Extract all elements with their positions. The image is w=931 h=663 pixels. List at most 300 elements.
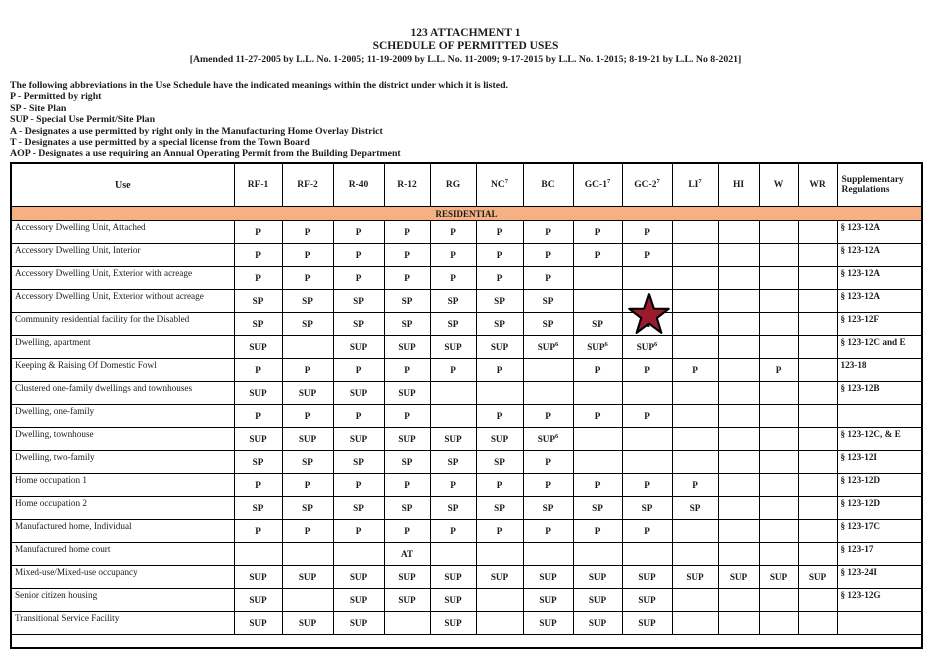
district-value-cell bbox=[672, 382, 718, 405]
district-value-cell: SP bbox=[333, 497, 384, 520]
table-row bbox=[11, 589, 922, 612]
district-value-cell bbox=[573, 428, 622, 451]
table-row bbox=[11, 566, 922, 589]
district-value-cell: P bbox=[282, 474, 333, 497]
district-value-cell bbox=[430, 405, 476, 428]
abbreviation-line: P - Permitted by right bbox=[10, 91, 102, 103]
use-cell: Manufactured home court bbox=[11, 543, 234, 566]
district-value-cell: SP bbox=[282, 313, 333, 336]
column-header-r-12: R-12 bbox=[384, 163, 430, 207]
district-value-cell bbox=[573, 267, 622, 290]
district-value-cell: SUP bbox=[430, 612, 476, 635]
district-value-cell bbox=[718, 612, 759, 635]
district-value-cell: P bbox=[476, 221, 523, 244]
district-value-cell: P bbox=[234, 520, 282, 543]
district-value-cell: SUP bbox=[234, 382, 282, 405]
district-value-cell bbox=[759, 382, 798, 405]
district-value-cell: P bbox=[430, 359, 476, 382]
district-value-cell: P bbox=[430, 221, 476, 244]
column-header-rf-2: RF-2 bbox=[282, 163, 333, 207]
column-header-supplementary-regulations: Supplementary Regulations bbox=[837, 163, 922, 207]
district-value-cell bbox=[759, 221, 798, 244]
table-row bbox=[11, 497, 922, 520]
district-value-cell: SP bbox=[573, 497, 622, 520]
district-value-cell: SUP bbox=[333, 589, 384, 612]
supp-reg-cell bbox=[837, 612, 922, 635]
district-value-cell: SUP bbox=[384, 566, 430, 589]
table-row bbox=[11, 336, 922, 359]
supp-reg-cell: § 123-17 bbox=[837, 543, 922, 566]
page-subtitle: SCHEDULE OF PERMITTED USES bbox=[372, 40, 559, 52]
district-value-cell: SUP bbox=[759, 566, 798, 589]
district-value-cell: P bbox=[523, 244, 573, 267]
column-header-gc-2: $GC-2^7$ bbox=[622, 163, 672, 207]
use-cell: Keeping & Raising Of Domestic Fowl bbox=[11, 359, 234, 382]
district-value-cell bbox=[234, 543, 282, 566]
district-value-cell: SUP bbox=[798, 566, 837, 589]
district-value-cell bbox=[672, 520, 718, 543]
column-header-hi: HI bbox=[718, 163, 759, 207]
district-value-cell: SUP$^6$ bbox=[523, 428, 573, 451]
district-value-cell bbox=[430, 382, 476, 405]
district-value-cell bbox=[573, 451, 622, 474]
district-value-cell bbox=[476, 543, 523, 566]
district-value-cell: SP bbox=[234, 313, 282, 336]
district-value-cell bbox=[798, 382, 837, 405]
table-row bbox=[11, 543, 922, 566]
supp-reg-cell: § 123-12G bbox=[837, 589, 922, 612]
abbreviations-block bbox=[10, 80, 931, 160]
district-value-cell: P bbox=[622, 474, 672, 497]
district-value-cell: SP bbox=[672, 497, 718, 520]
district-value-cell bbox=[718, 221, 759, 244]
district-value-cell: P bbox=[384, 474, 430, 497]
district-value-cell bbox=[622, 543, 672, 566]
column-header-w: W bbox=[759, 163, 798, 207]
district-value-cell: P bbox=[523, 451, 573, 474]
page-title: 123 ATTACHMENT 1 bbox=[410, 27, 521, 39]
permitted-uses-table bbox=[10, 162, 923, 649]
district-value-cell: AT bbox=[384, 543, 430, 566]
table-row bbox=[11, 244, 922, 267]
district-value-cell bbox=[798, 589, 837, 612]
district-value-cell bbox=[672, 428, 718, 451]
district-value-cell: SP bbox=[430, 451, 476, 474]
district-value-cell bbox=[573, 543, 622, 566]
district-value-cell: SUP bbox=[282, 382, 333, 405]
district-value-cell: SP bbox=[430, 290, 476, 313]
district-value-cell: P bbox=[333, 244, 384, 267]
district-value-cell bbox=[798, 244, 837, 267]
district-value-cell bbox=[759, 474, 798, 497]
supp-reg-cell: § 123-12F bbox=[837, 313, 922, 336]
use-cell: Community residential facility for the Disabled bbox=[11, 313, 234, 336]
district-value-cell: P bbox=[384, 520, 430, 543]
district-value-cell: SUP bbox=[430, 566, 476, 589]
use-cell: Manufactured home, Individual bbox=[11, 520, 234, 543]
district-value-cell bbox=[573, 290, 622, 313]
district-value-cell bbox=[798, 451, 837, 474]
district-value-cell: P bbox=[282, 244, 333, 267]
district-value-cell: SUP bbox=[622, 612, 672, 635]
district-value-cell bbox=[718, 451, 759, 474]
column-header-wr: WR bbox=[798, 163, 837, 207]
abbreviation-line: SP - Site Plan bbox=[10, 102, 67, 114]
district-value-cell bbox=[759, 405, 798, 428]
district-value-cell: P bbox=[573, 359, 622, 382]
district-value-cell: SP bbox=[333, 313, 384, 336]
district-value-cell: P bbox=[622, 221, 672, 244]
section-band-residential: RESIDENTIAL bbox=[11, 207, 922, 221]
district-value-cell: P bbox=[523, 267, 573, 290]
table-row bbox=[11, 428, 922, 451]
column-header-nc: $NC^7$ bbox=[476, 163, 523, 207]
district-value-cell: P bbox=[333, 405, 384, 428]
district-value-cell: SUP bbox=[384, 382, 430, 405]
district-value-cell bbox=[672, 451, 718, 474]
use-cell: Dwelling, townhouse bbox=[11, 428, 234, 451]
table-row bbox=[11, 290, 922, 313]
district-value-cell: P bbox=[384, 267, 430, 290]
district-value-cell: SUP bbox=[333, 428, 384, 451]
district-value-cell: SUP bbox=[430, 428, 476, 451]
district-value-cell: SP bbox=[333, 451, 384, 474]
use-cell: Home occupation 1 bbox=[11, 474, 234, 497]
district-value-cell: P bbox=[672, 474, 718, 497]
abbreviation-line: A - Designates a use permitted by right only in the Manufacturing Home Overlay District bbox=[10, 125, 383, 137]
district-value-cell bbox=[718, 474, 759, 497]
district-value-cell bbox=[622, 267, 672, 290]
district-value-cell bbox=[718, 428, 759, 451]
district-value-cell: SP bbox=[384, 313, 430, 336]
district-value-cell: SP bbox=[384, 451, 430, 474]
district-value-cell bbox=[622, 428, 672, 451]
district-value-cell bbox=[718, 313, 759, 336]
use-cell: Transitional Service Facility bbox=[11, 612, 234, 635]
district-value-cell bbox=[622, 382, 672, 405]
use-cell: Accessory Dwelling Unit, Exterior without acreage bbox=[11, 290, 234, 313]
use-cell: Home occupation 2 bbox=[11, 497, 234, 520]
district-value-cell: P bbox=[573, 221, 622, 244]
section-band-row bbox=[11, 207, 922, 221]
district-value-cell bbox=[798, 221, 837, 244]
amended-note: [Amended 11-27-2005 by L.L. No. 1-2005; 11-19-2009 by L.L. No. 11-2009; 9-17-2015 by L.L. No. 1-2015; 8-19-21 by L.L. No 8-2021] bbox=[189, 54, 742, 65]
district-value-cell: SP bbox=[622, 497, 672, 520]
district-value-cell bbox=[672, 405, 718, 428]
district-value-cell: SUP bbox=[430, 589, 476, 612]
district-value-cell: SP bbox=[282, 290, 333, 313]
supp-reg-cell: § 123-24I bbox=[837, 566, 922, 589]
district-value-cell bbox=[759, 428, 798, 451]
abbreviation-line: SUP - Special Use Permit/Site Plan bbox=[10, 114, 156, 126]
district-value-cell: SUP bbox=[573, 566, 622, 589]
district-value-cell: SUP bbox=[622, 589, 672, 612]
district-value-cell: SP bbox=[476, 451, 523, 474]
district-value-cell: SUP bbox=[333, 566, 384, 589]
district-value-cell bbox=[759, 290, 798, 313]
schedule-table-wrap bbox=[10, 162, 931, 649]
district-value-cell: SP bbox=[523, 290, 573, 313]
district-value-cell: P bbox=[333, 474, 384, 497]
district-value-cell: P bbox=[476, 474, 523, 497]
district-value-cell: P bbox=[234, 359, 282, 382]
district-value-cell: SUP bbox=[573, 612, 622, 635]
district-value-cell: SUP bbox=[234, 589, 282, 612]
district-value-cell bbox=[798, 474, 837, 497]
district-value-cell: P bbox=[384, 244, 430, 267]
district-value-cell bbox=[759, 451, 798, 474]
supp-reg-cell: § 123-12A bbox=[837, 290, 922, 313]
district-value-cell bbox=[672, 290, 718, 313]
district-value-cell: P bbox=[476, 405, 523, 428]
district-value-cell: P bbox=[476, 359, 523, 382]
column-header-rg: RG bbox=[430, 163, 476, 207]
district-value-cell: P bbox=[234, 221, 282, 244]
supp-reg-cell: 123-18 bbox=[837, 359, 922, 382]
table-body bbox=[11, 163, 922, 648]
district-value-cell: P bbox=[333, 267, 384, 290]
district-value-cell: SP bbox=[234, 290, 282, 313]
column-header-bc: BC bbox=[523, 163, 573, 207]
district-value-cell bbox=[798, 520, 837, 543]
district-value-cell: P bbox=[622, 244, 672, 267]
district-value-cell bbox=[798, 612, 837, 635]
district-value-cell: SUP bbox=[234, 428, 282, 451]
district-value-cell: SUP bbox=[573, 589, 622, 612]
district-value-cell: SUP bbox=[523, 589, 573, 612]
district-value-cell bbox=[430, 543, 476, 566]
district-value-cell: P bbox=[573, 405, 622, 428]
district-value-cell: SP bbox=[384, 290, 430, 313]
district-value-cell: SUP bbox=[430, 336, 476, 359]
district-value-cell bbox=[718, 405, 759, 428]
supp-reg-cell: § 123-12B bbox=[837, 382, 922, 405]
supp-reg-cell: § 123-12C and E bbox=[837, 336, 922, 359]
district-value-cell: P bbox=[523, 474, 573, 497]
column-header-rf-1: RF-1 bbox=[234, 163, 282, 207]
district-value-cell bbox=[523, 543, 573, 566]
abbreviations-intro: The following abbreviations in the Use Schedule have the indicated meanings within the district under which it is listed. bbox=[10, 80, 508, 91]
supp-reg-cell bbox=[837, 405, 922, 428]
district-value-cell: P bbox=[476, 267, 523, 290]
district-value-cell bbox=[798, 336, 837, 359]
district-value-cell bbox=[718, 267, 759, 290]
district-value-cell bbox=[573, 382, 622, 405]
supp-reg-cell: § 123-12I bbox=[837, 451, 922, 474]
district-value-cell bbox=[759, 313, 798, 336]
use-cell: Senior citizen housing bbox=[11, 589, 234, 612]
district-value-cell: P bbox=[282, 520, 333, 543]
district-value-cell bbox=[798, 267, 837, 290]
table-row bbox=[11, 474, 922, 497]
use-cell: Dwelling, one-family bbox=[11, 405, 234, 428]
district-value-cell: SUP bbox=[384, 589, 430, 612]
document-header bbox=[0, 0, 931, 66]
district-value-cell bbox=[718, 359, 759, 382]
district-value-cell: SUP bbox=[234, 566, 282, 589]
district-value-cell bbox=[523, 382, 573, 405]
district-value-cell: P bbox=[523, 405, 573, 428]
district-value-cell: SP bbox=[430, 313, 476, 336]
district-value-cell bbox=[476, 589, 523, 612]
table-row bbox=[11, 612, 922, 635]
district-value-cell bbox=[759, 543, 798, 566]
district-value-cell: SP bbox=[282, 451, 333, 474]
district-value-cell: P bbox=[333, 359, 384, 382]
district-value-cell bbox=[798, 290, 837, 313]
district-value-cell: SUP bbox=[333, 612, 384, 635]
district-value-cell: SP bbox=[282, 497, 333, 520]
use-cell: Dwelling, apartment bbox=[11, 336, 234, 359]
use-cell: Accessory Dwelling Unit, Exterior with acreage bbox=[11, 267, 234, 290]
district-value-cell bbox=[672, 267, 718, 290]
district-value-cell bbox=[523, 359, 573, 382]
district-value-cell: SUP bbox=[718, 566, 759, 589]
district-value-cell: SUP bbox=[476, 336, 523, 359]
district-value-cell: P bbox=[622, 520, 672, 543]
use-cell: Accessory Dwelling Unit, Attached bbox=[11, 221, 234, 244]
district-value-cell: P bbox=[430, 244, 476, 267]
district-value-cell bbox=[798, 359, 837, 382]
use-cell: Clustered one-family dwellings and townhouses bbox=[11, 382, 234, 405]
column-header-li: $LI^7$ bbox=[672, 163, 718, 207]
district-value-cell bbox=[333, 543, 384, 566]
district-value-cell: SUP bbox=[333, 336, 384, 359]
district-value-cell bbox=[672, 313, 718, 336]
district-value-cell: P bbox=[430, 474, 476, 497]
district-value-cell: SP bbox=[523, 313, 573, 336]
district-value-cell: P bbox=[384, 359, 430, 382]
supp-reg-cell: § 123-12C, & E bbox=[837, 428, 922, 451]
district-value-cell bbox=[384, 612, 430, 635]
district-value-cell bbox=[672, 589, 718, 612]
district-value-cell bbox=[718, 543, 759, 566]
supp-reg-cell: § 123-12A bbox=[837, 244, 922, 267]
supp-reg-cell: § 123-17C bbox=[837, 520, 922, 543]
district-value-cell: P bbox=[234, 267, 282, 290]
district-value-cell: P bbox=[430, 520, 476, 543]
district-value-cell: SUP bbox=[282, 612, 333, 635]
district-value-cell bbox=[718, 382, 759, 405]
district-value-cell: P bbox=[282, 221, 333, 244]
district-value-cell: SUP bbox=[523, 612, 573, 635]
table-row bbox=[11, 382, 922, 405]
district-value-cell: SP bbox=[476, 290, 523, 313]
supp-reg-cell: § 123-12D bbox=[837, 474, 922, 497]
district-value-cell: SUP bbox=[384, 336, 430, 359]
table-row bbox=[11, 267, 922, 290]
district-value-cell: SP bbox=[333, 290, 384, 313]
district-value-cell bbox=[718, 290, 759, 313]
use-cell: Mixed-use/Mixed-use occupancy bbox=[11, 566, 234, 589]
district-value-cell: P bbox=[672, 359, 718, 382]
district-value-cell bbox=[672, 612, 718, 635]
abbreviation-line: T - Designates a use permitted by a special license from the Town Board bbox=[10, 137, 310, 149]
district-value-cell: SP bbox=[476, 497, 523, 520]
red-star-icon bbox=[628, 293, 670, 335]
table-row bbox=[11, 313, 922, 336]
district-value-cell: P bbox=[282, 405, 333, 428]
district-value-cell bbox=[622, 451, 672, 474]
district-value-cell bbox=[672, 221, 718, 244]
table-row bbox=[11, 359, 922, 382]
district-value-cell: P bbox=[333, 520, 384, 543]
red-star-shape bbox=[629, 294, 668, 333]
district-value-cell: P bbox=[573, 244, 622, 267]
district-value-cell bbox=[798, 405, 837, 428]
district-value-cell: P bbox=[573, 520, 622, 543]
district-value-cell bbox=[759, 267, 798, 290]
district-value-cell bbox=[282, 336, 333, 359]
district-value-cell: SP bbox=[573, 313, 622, 336]
district-value-cell bbox=[476, 612, 523, 635]
district-value-cell bbox=[672, 244, 718, 267]
district-value-cell: SP bbox=[384, 497, 430, 520]
district-value-cell bbox=[282, 589, 333, 612]
district-value-cell bbox=[759, 336, 798, 359]
district-value-cell: SP bbox=[234, 497, 282, 520]
column-header-r-40: R-40 bbox=[333, 163, 384, 207]
trailing-empty-row bbox=[11, 635, 922, 648]
district-value-cell: P bbox=[622, 359, 672, 382]
district-value-cell: SUP bbox=[476, 428, 523, 451]
district-value-cell: SUP$^6$ bbox=[573, 336, 622, 359]
district-value-cell bbox=[798, 497, 837, 520]
district-value-cell: SUP bbox=[234, 336, 282, 359]
district-value-cell: P bbox=[234, 474, 282, 497]
district-value-cell: P bbox=[523, 221, 573, 244]
district-value-cell: SUP bbox=[672, 566, 718, 589]
district-value-cell: SP bbox=[523, 497, 573, 520]
district-value-cell: P bbox=[622, 405, 672, 428]
district-value-cell bbox=[798, 313, 837, 336]
district-value-cell: P bbox=[282, 359, 333, 382]
district-value-cell bbox=[672, 543, 718, 566]
district-value-cell bbox=[759, 497, 798, 520]
district-value-cell: P bbox=[430, 267, 476, 290]
district-value-cell bbox=[672, 336, 718, 359]
table-row bbox=[11, 520, 922, 543]
supp-reg-cell: § 123-12A bbox=[837, 267, 922, 290]
supp-reg-cell: § 123-12A bbox=[837, 221, 922, 244]
district-value-cell: SP bbox=[234, 451, 282, 474]
district-value-cell: P bbox=[333, 221, 384, 244]
district-value-cell bbox=[476, 382, 523, 405]
district-value-cell: P bbox=[282, 267, 333, 290]
district-value-cell: P bbox=[759, 359, 798, 382]
district-value-cell: SUP$^6$ bbox=[622, 336, 672, 359]
district-value-cell bbox=[759, 612, 798, 635]
district-value-cell bbox=[798, 428, 837, 451]
district-value-cell: SP bbox=[430, 497, 476, 520]
district-value-cell: SUP bbox=[523, 566, 573, 589]
district-value-cell: P bbox=[476, 520, 523, 543]
abbreviation-line: AOP - Designates a use requiring an Annual Operating Permit from the Building Department bbox=[10, 148, 401, 160]
table-row bbox=[11, 451, 922, 474]
table-row bbox=[11, 405, 922, 428]
district-value-cell bbox=[282, 543, 333, 566]
empty-cell bbox=[11, 635, 922, 648]
district-value-cell: SUP bbox=[384, 428, 430, 451]
district-value-cell: P bbox=[384, 405, 430, 428]
district-value-cell bbox=[759, 520, 798, 543]
district-value-cell bbox=[759, 244, 798, 267]
district-value-cell bbox=[718, 589, 759, 612]
district-value-cell: P bbox=[523, 520, 573, 543]
district-value-cell bbox=[759, 589, 798, 612]
use-cell: Accessory Dwelling Unit, Interior bbox=[11, 244, 234, 267]
district-value-cell: P bbox=[573, 474, 622, 497]
